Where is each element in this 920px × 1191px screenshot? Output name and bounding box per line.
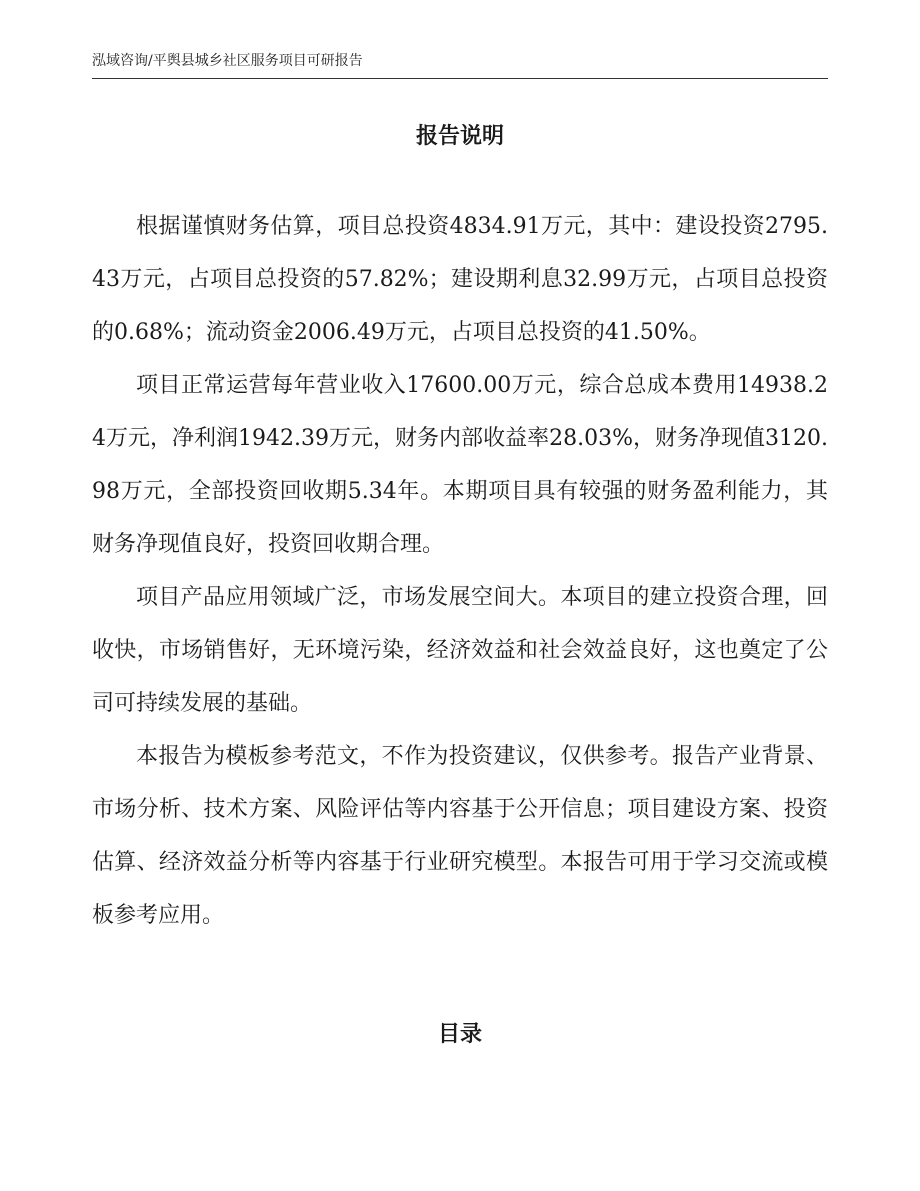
toc-title: 目录 — [437, 1021, 482, 1047]
paragraph-application: 项目产品应用领域广泛，市场发展空间大。本项目的建立投资合理，回收快，市场销售好，无环境污染，经济效益和社会效益良好，这也奠定了公司可持续发展的基础。 — [92, 585, 828, 716]
paragraph-investment: 根据谨慎财务估算，项目总投资4834.91万元，其中：建设投资2795.43万元，占项目总投资的57.82%；建设期利息32.99万元，占项目总投资的0.68%；流动资金2006.49万元，占项目总投资的41.50%。 — [92, 214, 828, 345]
header-divider — [92, 78, 828, 79]
paragraph-revenue: 项目正常运营每年营业收入17600.00万元，综合总成本费用14938.24万元，净利润1942.39万元，财务内部收益率28.03%，财务净现值3120.98万元，全部投资回收期5.34年。本期项目具有较强的财务盈利能力，其财务净现值良好，投资回收期合理。 — [92, 373, 828, 557]
paragraph-disclaimer: 本报告为模板参考范文，不作为投资建议，仅供参考。报告产业背景、市场分析、技术方案、风险评估等内容基于公开信息；项目建设方案、投资估算、经济效益分析等内容基于行业研究模型。本报告可用于学习交流或模板参考应用。 — [92, 744, 828, 928]
page-header: 泓域咨询/平舆县城乡社区服务项目可研报告 — [92, 53, 363, 69]
report-title: 报告说明 — [415, 123, 504, 149]
report-body — [92, 200, 828, 942]
